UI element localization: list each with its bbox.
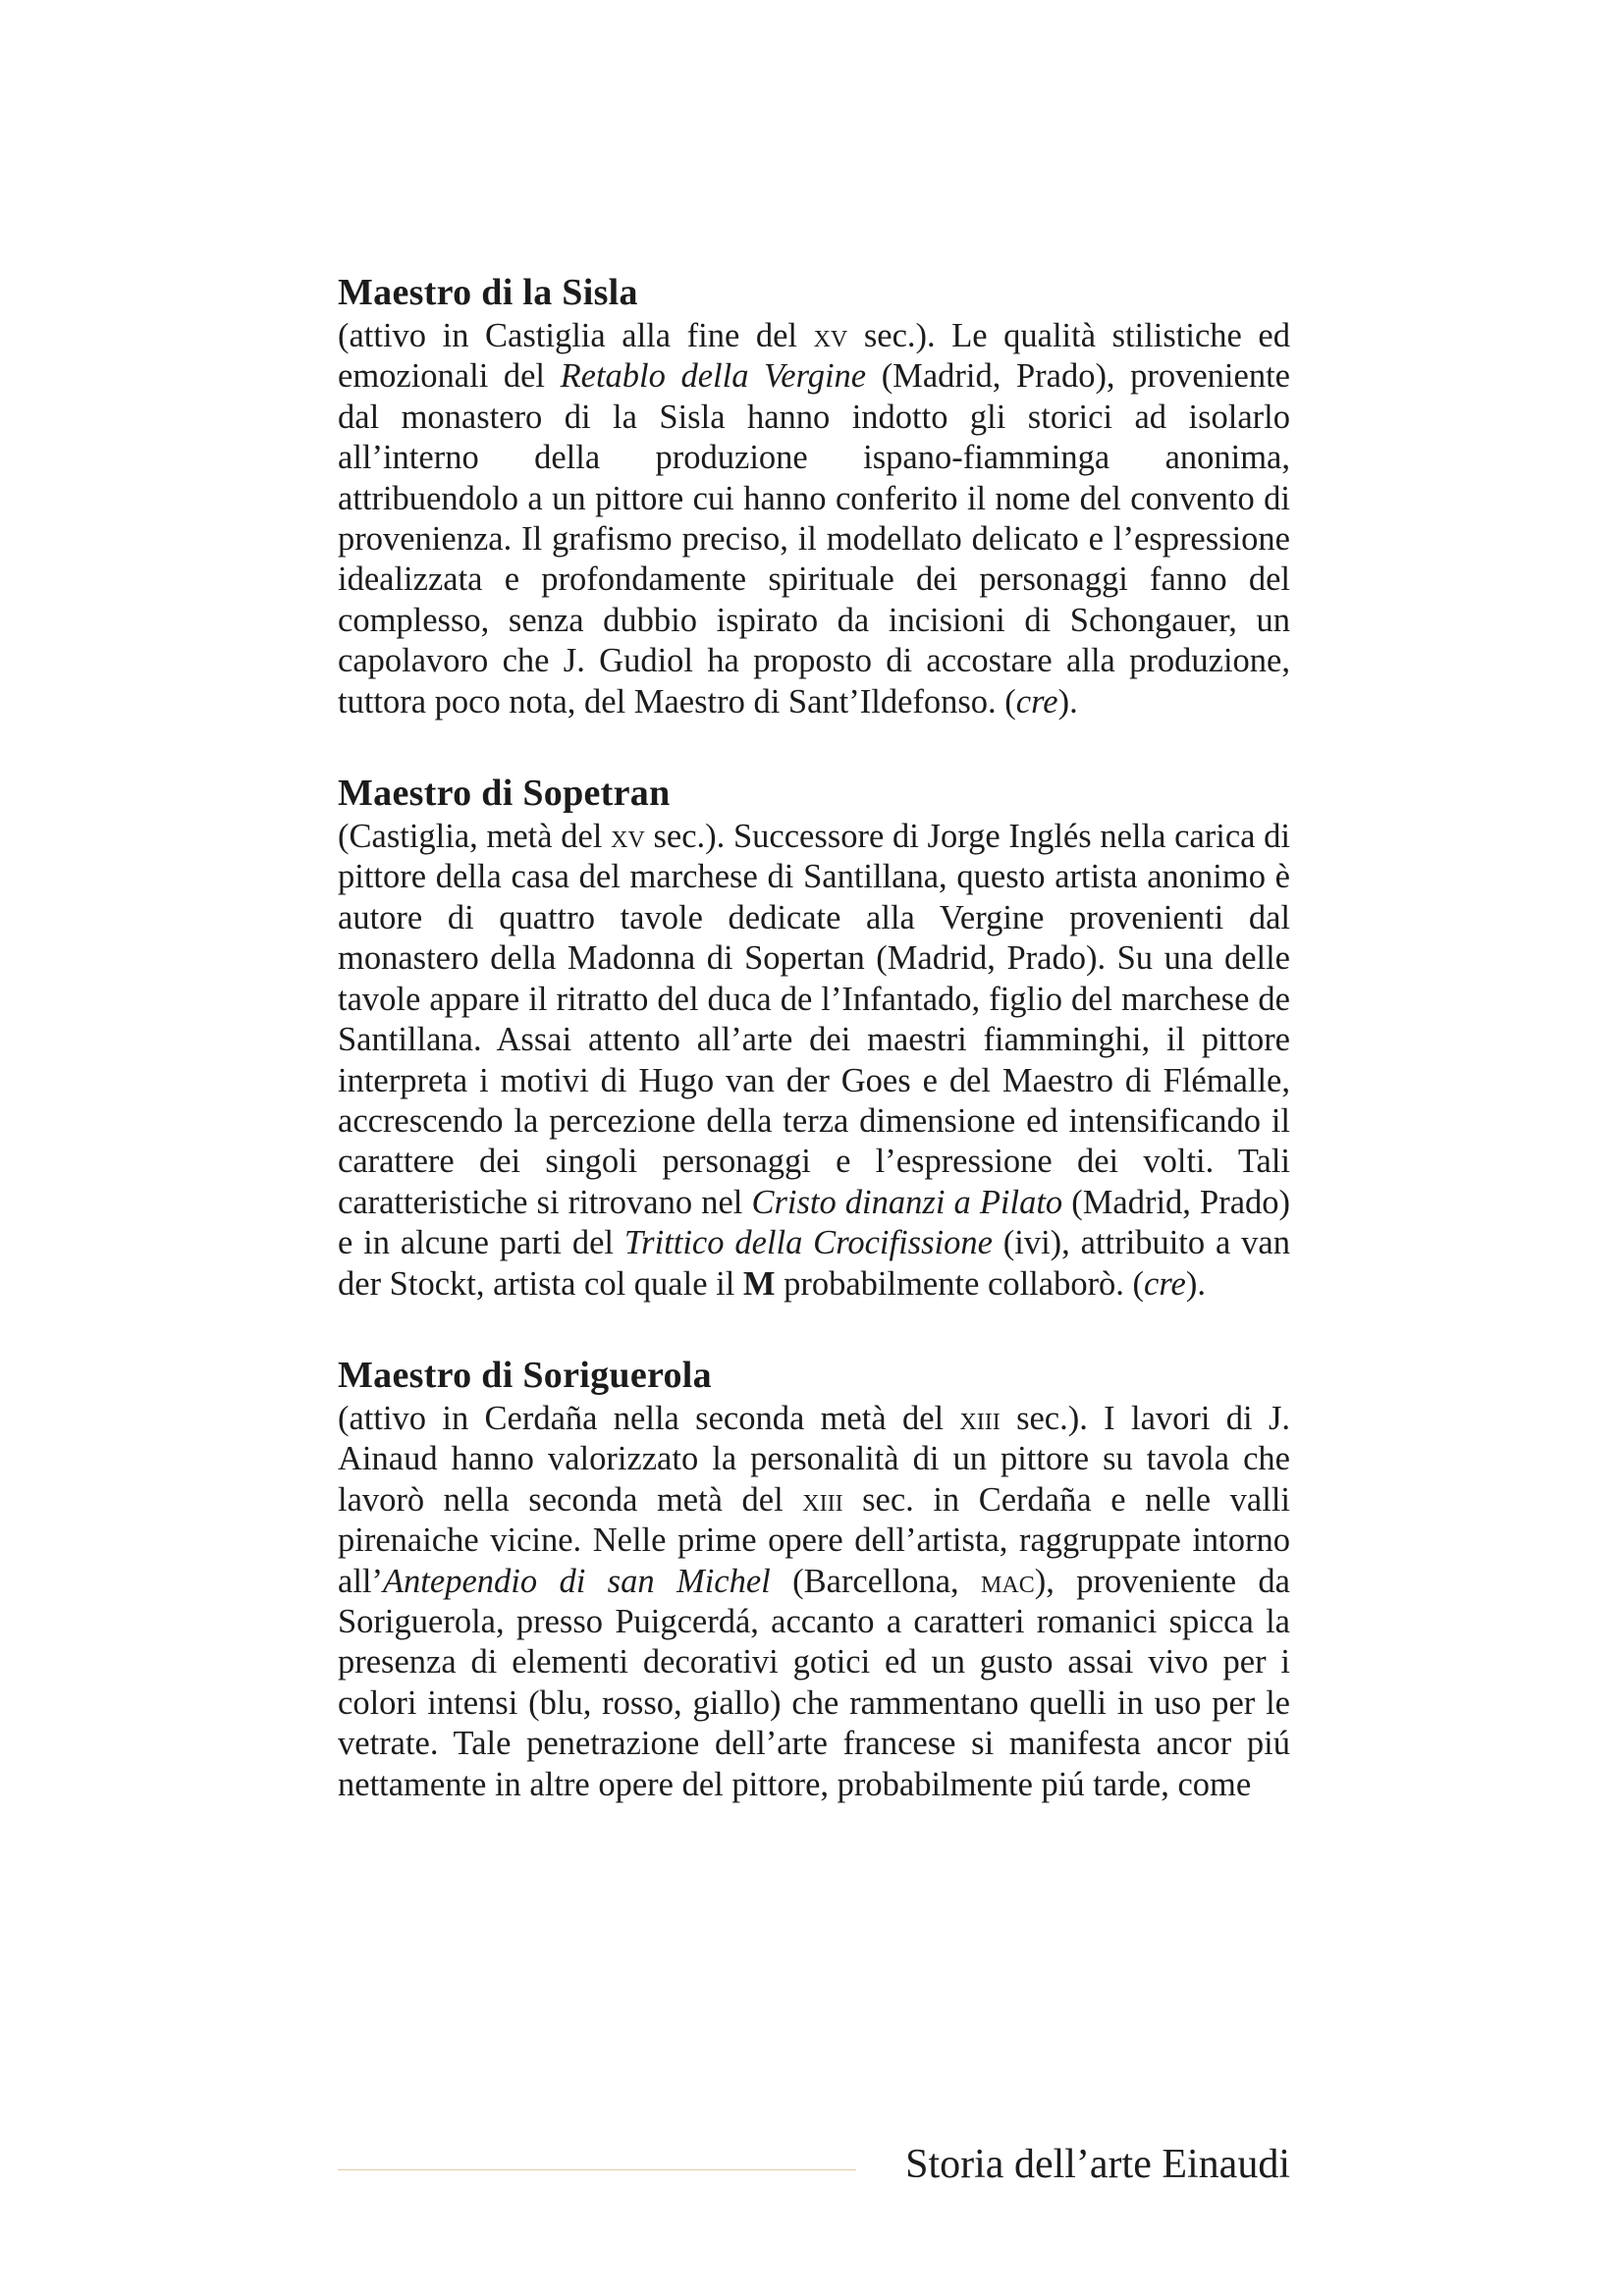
body-text: (attivo in Cerdaña nella seconda metà del (338, 1399, 960, 1437)
document-page (338, 271, 1290, 1854)
footer-publication-title: Storia dell’arte Einaudi (905, 2142, 1290, 2187)
italic-title: cre (1144, 1264, 1186, 1303)
bold-abbreviation: M (742, 1264, 776, 1303)
small-caps-text: xiii (959, 1399, 1001, 1437)
body-text: (Barcellona, (770, 1562, 982, 1600)
body-text: ), proveniente da Soriguerola, presso Puigcerdá, accanto a caratteri romanici spicca la presenza di elementi decorativi gotici ed un gusto assai vivo per i colori intensi (blu, rosso, giallo) che rammentano quelli in uso per le vetrate. Tale penetrazione dell’arte francese si manifesta ancor piú nettamente in altre opere del pittore, probabilmente piú tarde, come (338, 1562, 1290, 1803)
italic-title: Antependio di san Michel (382, 1562, 771, 1600)
entry-title: Maestro di Sopetran (338, 773, 671, 815)
italic-title: Cristo dinanzi a Pilato (751, 1183, 1063, 1221)
body-text: sec. in Cerdaña e nelle valli pirenaiche vicine. Nelle prime opere dell’artista, raggruppate intorno all’ (338, 1480, 1290, 1600)
entry-maestro-di-sopetran (338, 772, 1290, 1305)
body-text: (Madrid, Prado), proveniente dal monastero di la Sisla hanno indotto gli storici ad isolarlo all’interno della produzione ispano-fiamminga anonima, attribuendolo a un pittore cui hanno conferito il nome del convento di provenienza. Il grafismo preciso, il modellato delicato e l’espressione idealizzata e profondamente spirituale dei personaggi fanno del complesso, senza dubbio ispirato da incisioni di Schongauer, un capolavoro che J. Gudiol ha proposto di accostare alla produzione, tuttora poco nota, del Maestro di Sant’Ildefonso. ( (338, 357, 1290, 721)
body-text: (ivi), attribuito a van der Stockt, artista col quale il (338, 1224, 1290, 1303)
small-caps-text: xv (611, 818, 645, 856)
body-text: ). (1185, 1264, 1206, 1303)
body-text: sec.). Le qualità stilistiche ed emozionali del (338, 317, 1290, 396)
italic-title: Trittico della Crocifissione (623, 1224, 993, 1262)
body-text: (Castiglia, metà del (338, 818, 612, 856)
body-text: sec.). I lavori di J. Ainaud hanno valorizzato la personalità di un pittore su tavola che lavorò nella seconda metà del (338, 1399, 1290, 1519)
entry-maestro-di-soriguerola (338, 1354, 1290, 1805)
italic-title: Retablo della Vergine (560, 357, 867, 396)
entry-title: Maestro di la Sisla (338, 272, 638, 313)
body-text: (Madrid, Prado) e in alcune parti del (338, 1183, 1291, 1262)
small-caps-text: mac (981, 1562, 1035, 1600)
entry-title: Maestro di Soriguerola (338, 1354, 712, 1396)
italic-title: cre (1015, 682, 1058, 721)
small-caps-text: xv (813, 317, 848, 354)
footer-rule (338, 2169, 856, 2170)
body-text: ). (1057, 682, 1078, 721)
body-text: probabilmente collaborò. ( (775, 1264, 1145, 1303)
entry-maestro-di-la-sisla (338, 271, 1290, 722)
entry-body (338, 316, 1290, 722)
entry-body (338, 1399, 1290, 1805)
body-text: (attivo in Castiglia alla fine del (338, 317, 814, 354)
body-text: sec.). Successore di Jorge Inglés nella carica di pittore della casa del marchese di Santillana, questo artista anonimo è autore di quattro tavole dedicate alla Vergine provenienti dal monastero della Madonna di Sopertan (Madrid, Prado). Su una delle tavole appare il ritratto del duca de l’Infantado, figlio del marchese de Santillana. Assai attento all’arte dei maestri fiamminghi, il pittore interpreta i motivi di Hugo van der Goes e del Maestro di Flémalle, accrescendo la percezione della terza dimensione ed intensificando il carattere dei singoli personaggi e l’espressione dei volti. Tali caratteristiche si ritrovano nel (338, 818, 1291, 1221)
entry-body (338, 817, 1290, 1305)
small-caps-text: xiii (802, 1480, 843, 1519)
